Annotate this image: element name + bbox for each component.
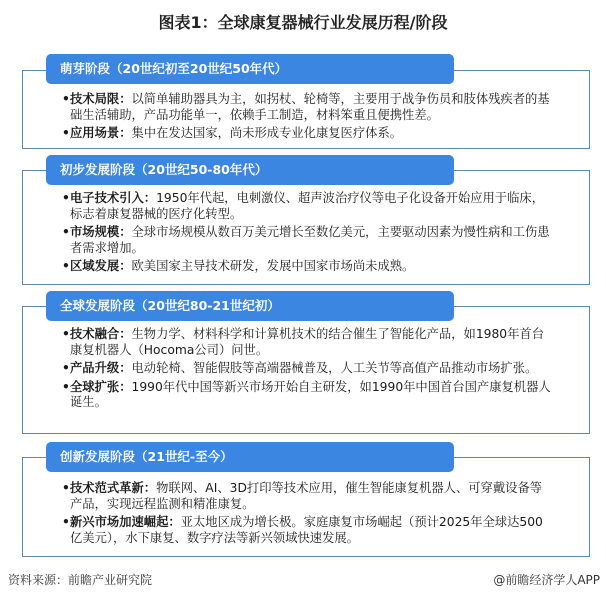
credit-note: @前瞻经济学人APP [493, 573, 600, 587]
stage-header-2: 初步发展阶段（20世纪50-80年代） [46, 155, 454, 185]
chart-title: 图表1：全球康复器械行业发展历程/阶段 [158, 13, 448, 32]
stage-item [62, 481, 552, 512]
item-label: 区域发展： [70, 259, 132, 273]
stage-item [62, 327, 552, 358]
item-label: 技术范式革新： [70, 481, 157, 495]
bullet-icon: • [62, 361, 70, 375]
stage-item [62, 515, 552, 546]
bullet-icon: • [62, 225, 70, 239]
bullet-icon: • [62, 515, 70, 529]
stage-item [62, 92, 552, 123]
item-text: 亚太地区成为增长极。家庭康复市场崛起（预计2025年全球达500亿美元），水下康复、数字疗法等新兴领域快速发展。 [70, 515, 543, 545]
item-label: 新兴市场加速崛起： [70, 515, 181, 529]
stage-header-4: 创新发展阶段（21世纪-至今） [46, 442, 454, 472]
stage-item [62, 361, 552, 377]
stage-items-2 [62, 191, 552, 278]
bullet-icon: • [62, 259, 70, 273]
item-label: 应用场景： [70, 126, 132, 140]
stage-items-3 [62, 327, 552, 414]
stage-item [62, 191, 552, 222]
item-label: 电子技术引入： [70, 191, 157, 205]
stage-item [62, 126, 552, 142]
item-text: 物联网、AI、3D打印等技术应用，催生智能康复机器人、可穿戴设备等产品，实现远程监测和精准康复。 [70, 481, 543, 511]
item-text: 欧美国家主导技术研发，发展中国家市场尚未成熟。 [131, 259, 415, 273]
bullet-icon: • [62, 92, 70, 106]
item-text: 1950年代起，电刺激仪、超声波治疗仪等电子化设备开始应用于临床，标志着康复器械的医疗化转型。 [70, 191, 544, 221]
item-text: 电动轮椅、智能假肢等高端器械普及，人工关节等高值产品推动市场扩张。 [131, 361, 538, 375]
bullet-icon: • [62, 126, 70, 140]
item-text: 以简单辅助器具为主，如拐杖、轮椅等，主要用于战争伤员和肢体残疾者的基础生活辅助，产品功能单一，依赖手工制造，材料笨重且便携性差。 [70, 92, 550, 122]
item-label: 产品升级： [70, 361, 132, 375]
bullet-icon: • [62, 379, 70, 394]
item-text: 集中在发达国家，尚未形成专业化康复医疗体系。 [131, 126, 403, 140]
stage-item [62, 259, 552, 275]
item-text: 1990年代中国等新兴市场开始自主研发，如1990年中国首台国产康复机器人诞生。 [70, 379, 551, 409]
bullet-icon: • [62, 191, 70, 205]
item-label: 全球扩张： [70, 379, 132, 394]
bullet-icon: • [62, 481, 70, 495]
item-label: 技术局限： [70, 92, 132, 106]
item-text: 全球市场规模从数百万美元增长至数亿美元，主要驱动因素为慢性病和工伤患者需求增加。 [70, 225, 550, 255]
item-text: 生物力学、材料科学和计算机技术的结合催生了智能化产品，如1980年首台康复机器人（Hocoma公司）问世。 [70, 327, 544, 357]
item-label: 市场规模： [70, 225, 132, 239]
stage-items-1 [62, 92, 552, 145]
bullet-icon: • [62, 327, 70, 341]
source-note: 资料来源：前瞻产业研究院 [8, 573, 153, 587]
stage-header-1: 萌芽阶段（20世纪初至20世纪50年代） [46, 54, 454, 84]
stage-item [62, 225, 552, 256]
stage-items-4 [62, 481, 552, 549]
item-label: 技术融合： [70, 327, 132, 341]
stage-item [62, 380, 552, 411]
stage-header-3: 全球发展阶段（20世纪80-21世纪初） [46, 291, 454, 321]
